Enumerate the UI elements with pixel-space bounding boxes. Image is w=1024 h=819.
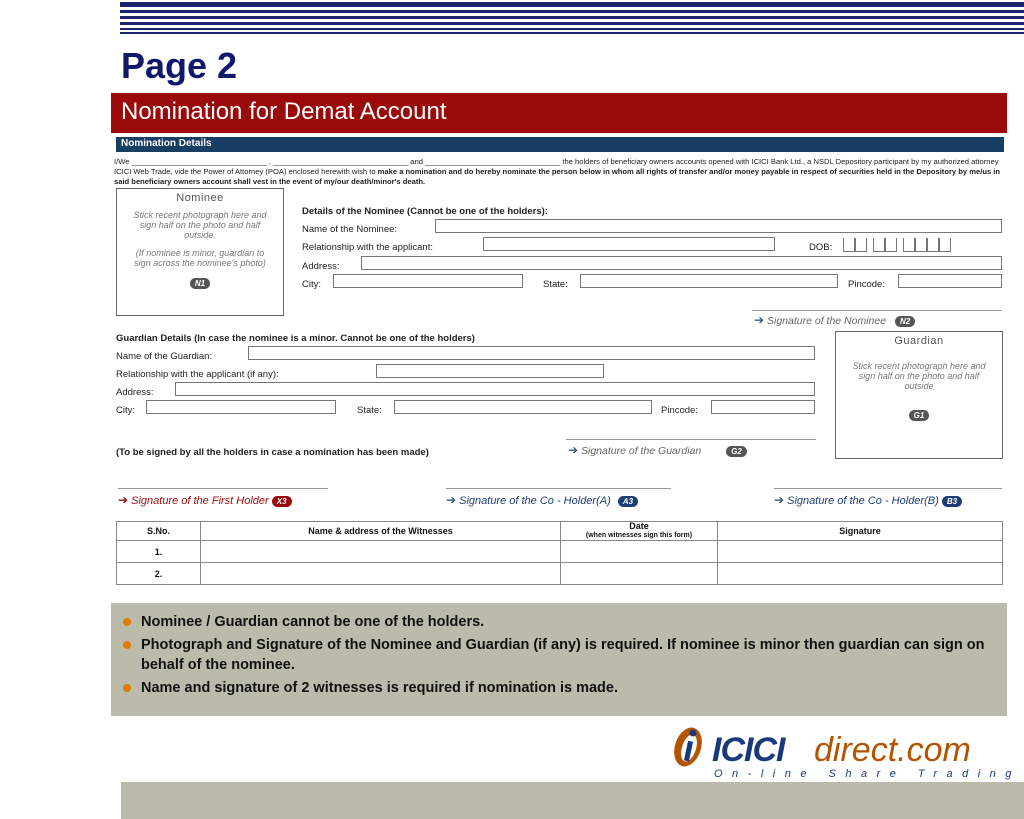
first-holder-signature-line xyxy=(118,488,328,489)
nominee-state-field[interactable] xyxy=(580,274,838,288)
nominee-photo-badge: N1 xyxy=(190,278,210,289)
arrow-right-icon: ➔ xyxy=(754,313,765,327)
arrow-right-icon: ➔ xyxy=(446,493,457,507)
nominee-signature-badge: N2 xyxy=(895,316,915,327)
nominee-address-label: Address: xyxy=(302,261,340,272)
list-item xyxy=(123,635,1007,675)
nominee-signature-line xyxy=(752,310,1002,311)
witness-2-name-cell[interactable] xyxy=(201,563,561,585)
co-holder-b-signature[interactable] xyxy=(774,493,962,507)
note-text: Nominee / Guardian cannot be one of the holders. xyxy=(141,614,485,630)
nominee-photo-title: Nominee xyxy=(176,192,224,204)
nominee-address-field[interactable] xyxy=(361,256,1002,270)
nominee-name-field[interactable] xyxy=(435,219,1002,233)
co-holder-a-signature[interactable] xyxy=(446,493,638,507)
nominee-pincode-label: Pincode: xyxy=(848,279,885,290)
nominee-name-label: Name of the Nominee: xyxy=(302,224,398,235)
col-signature: Signature xyxy=(718,522,1003,541)
declaration-lead: I/We ________________________________ , ________________________________ and ________________________________ the holders of beneficiary owners accounts opened with ICICI Bank Ltd., a NSDL Depository participant by my authorized attorney ICICI Web Trade, vide the Power of Attorney (POA) enclosed herewith wish to xyxy=(114,157,999,176)
co-holder-b-signature-badge: B3 xyxy=(942,496,962,507)
co-holder-b-signature-line xyxy=(774,488,1002,489)
nominee-photo-box xyxy=(116,188,284,316)
guardian-city-label: City: xyxy=(116,405,135,416)
guardian-relationship-label: Relationship with the applicant (if any): xyxy=(116,369,279,380)
section-banner: Nomination for Demat Account xyxy=(111,93,1007,133)
nominee-dob-label: DOB: xyxy=(809,242,833,253)
guardian-name-field[interactable] xyxy=(248,346,815,360)
guardian-photo-instructions: Stick recent photograph here and sign half on the photo and half outside xyxy=(852,361,986,391)
nominee-city-label: City: xyxy=(302,279,321,290)
col-date-sub: (when witnesses sign this form) xyxy=(585,532,693,539)
witness-2-date-cell[interactable] xyxy=(561,563,718,585)
guardian-signature[interactable] xyxy=(568,443,747,457)
nominee-pincode-field[interactable] xyxy=(898,274,1002,288)
witness-2-signature-cell[interactable] xyxy=(718,563,1003,585)
nominee-signature-label: Signature of the Nominee xyxy=(766,315,887,327)
header-stripes xyxy=(120,0,1024,36)
first-holder-signature-label: Signature of the First Holder xyxy=(131,495,269,507)
nominee-relationship-label: Relationship with the applicant: xyxy=(302,242,433,253)
list-item xyxy=(123,678,1007,698)
guardian-pincode-field[interactable] xyxy=(711,400,815,414)
table-row xyxy=(117,563,1003,585)
nominee-photo-instructions: Stick recent photograph here and sign half on the photo and half outside. xyxy=(133,210,267,240)
first-holder-signature[interactable] xyxy=(118,493,292,507)
nominee-state-label: State: xyxy=(543,279,568,290)
co-holder-a-signature-label: Signature of the Co - Holder(A) xyxy=(459,495,611,507)
icici-logo-mark-icon xyxy=(672,717,708,769)
icici-direct-logo xyxy=(672,715,1021,783)
table-row xyxy=(117,541,1003,563)
witness-row-number: 2. xyxy=(117,563,201,585)
witness-1-signature-cell[interactable] xyxy=(718,541,1003,563)
guardian-relationship-field[interactable] xyxy=(376,364,604,378)
page-title: Page 2 xyxy=(121,45,238,86)
co-holder-a-signature-badge: A3 xyxy=(618,496,638,507)
col-sno: S.No. xyxy=(117,522,201,541)
guardian-address-field[interactable] xyxy=(175,382,815,396)
col-witness-name: Name & address of the Witnesses xyxy=(201,522,561,541)
arrow-right-icon: ➔ xyxy=(774,493,785,507)
bullet-icon xyxy=(123,641,131,649)
witness-row-number: 1. xyxy=(117,541,201,563)
logo-domain: direct.com xyxy=(814,731,971,769)
guardian-photo-badge: G1 xyxy=(909,410,930,421)
declaration-bold: make a nomination and do hereby nominate the person below in whom all rights of transfer and/or money payable in respect of securities held in the Depository by me/us in said beneficiary owners account shall vest in the event of my/our death/minor's death. xyxy=(114,167,1001,186)
nominee-relationship-field[interactable] xyxy=(483,237,775,251)
witness-table xyxy=(116,521,1003,585)
bullet-icon xyxy=(123,618,131,626)
footer-bar xyxy=(121,782,1024,819)
guardian-signature-label: Signature of the Guardian xyxy=(580,445,702,457)
witness-1-date-cell[interactable] xyxy=(561,541,718,563)
guardian-signature-badge: G2 xyxy=(726,446,747,457)
first-holder-signature-badge: X3 xyxy=(272,496,292,507)
col-date xyxy=(561,522,718,541)
nomination-details-header: Nomination Details xyxy=(116,137,1004,152)
witness-table-header xyxy=(117,522,1003,541)
logo-tagline: On-line Share Trading xyxy=(714,768,1021,780)
guardian-details-heading: Guardian Details (In case the nominee is a minor. Cannot be one of the holders) xyxy=(116,333,475,344)
co-holder-a-signature-line xyxy=(446,488,671,489)
nomination-declaration xyxy=(114,157,1004,187)
guardian-name-label: Name of the Guardian: xyxy=(116,351,213,362)
guardian-state-label: State: xyxy=(357,405,382,416)
arrow-right-icon: ➔ xyxy=(118,493,129,507)
col-date-label: Date xyxy=(629,521,649,531)
list-item xyxy=(123,612,1007,632)
nominee-details-heading: Details of the Nominee (Cannot be one of the holders): xyxy=(302,206,548,217)
guardian-state-field[interactable] xyxy=(394,400,652,414)
note-text: Name and signature of 2 witnesses is required if nomination is made. xyxy=(141,680,619,696)
guardian-address-label: Address: xyxy=(116,387,154,398)
guardian-photo-box xyxy=(835,331,1003,459)
co-holder-b-signature-label: Signature of the Co - Holder(B) xyxy=(787,495,939,507)
nominee-dob-field[interactable] xyxy=(843,238,1005,253)
witness-1-name-cell[interactable] xyxy=(201,541,561,563)
nominee-photo-minor-note: (If nominee is minor, guardian to sign across the nominee's photo) xyxy=(134,248,266,268)
nominee-city-field[interactable] xyxy=(333,274,523,288)
guardian-pincode-label: Pincode: xyxy=(661,405,698,416)
nominee-signature[interactable] xyxy=(754,313,915,327)
guardian-photo-title: Guardian xyxy=(894,335,944,347)
holders-sign-note: (To be signed by all the holders in case a nomination has been made) xyxy=(116,447,429,458)
guardian-city-field[interactable] xyxy=(146,400,336,414)
guardian-signature-line xyxy=(566,439,816,440)
note-text: Photograph and Signature of the Nominee and Guardian (if any) is required. If nominee is minor then guardian can sign on behalf of the nominee. xyxy=(141,637,985,673)
logo-brand: ICICI xyxy=(712,731,785,769)
bullet-icon xyxy=(123,684,131,692)
notes-panel xyxy=(111,603,1007,716)
arrow-right-icon: ➔ xyxy=(568,443,579,457)
